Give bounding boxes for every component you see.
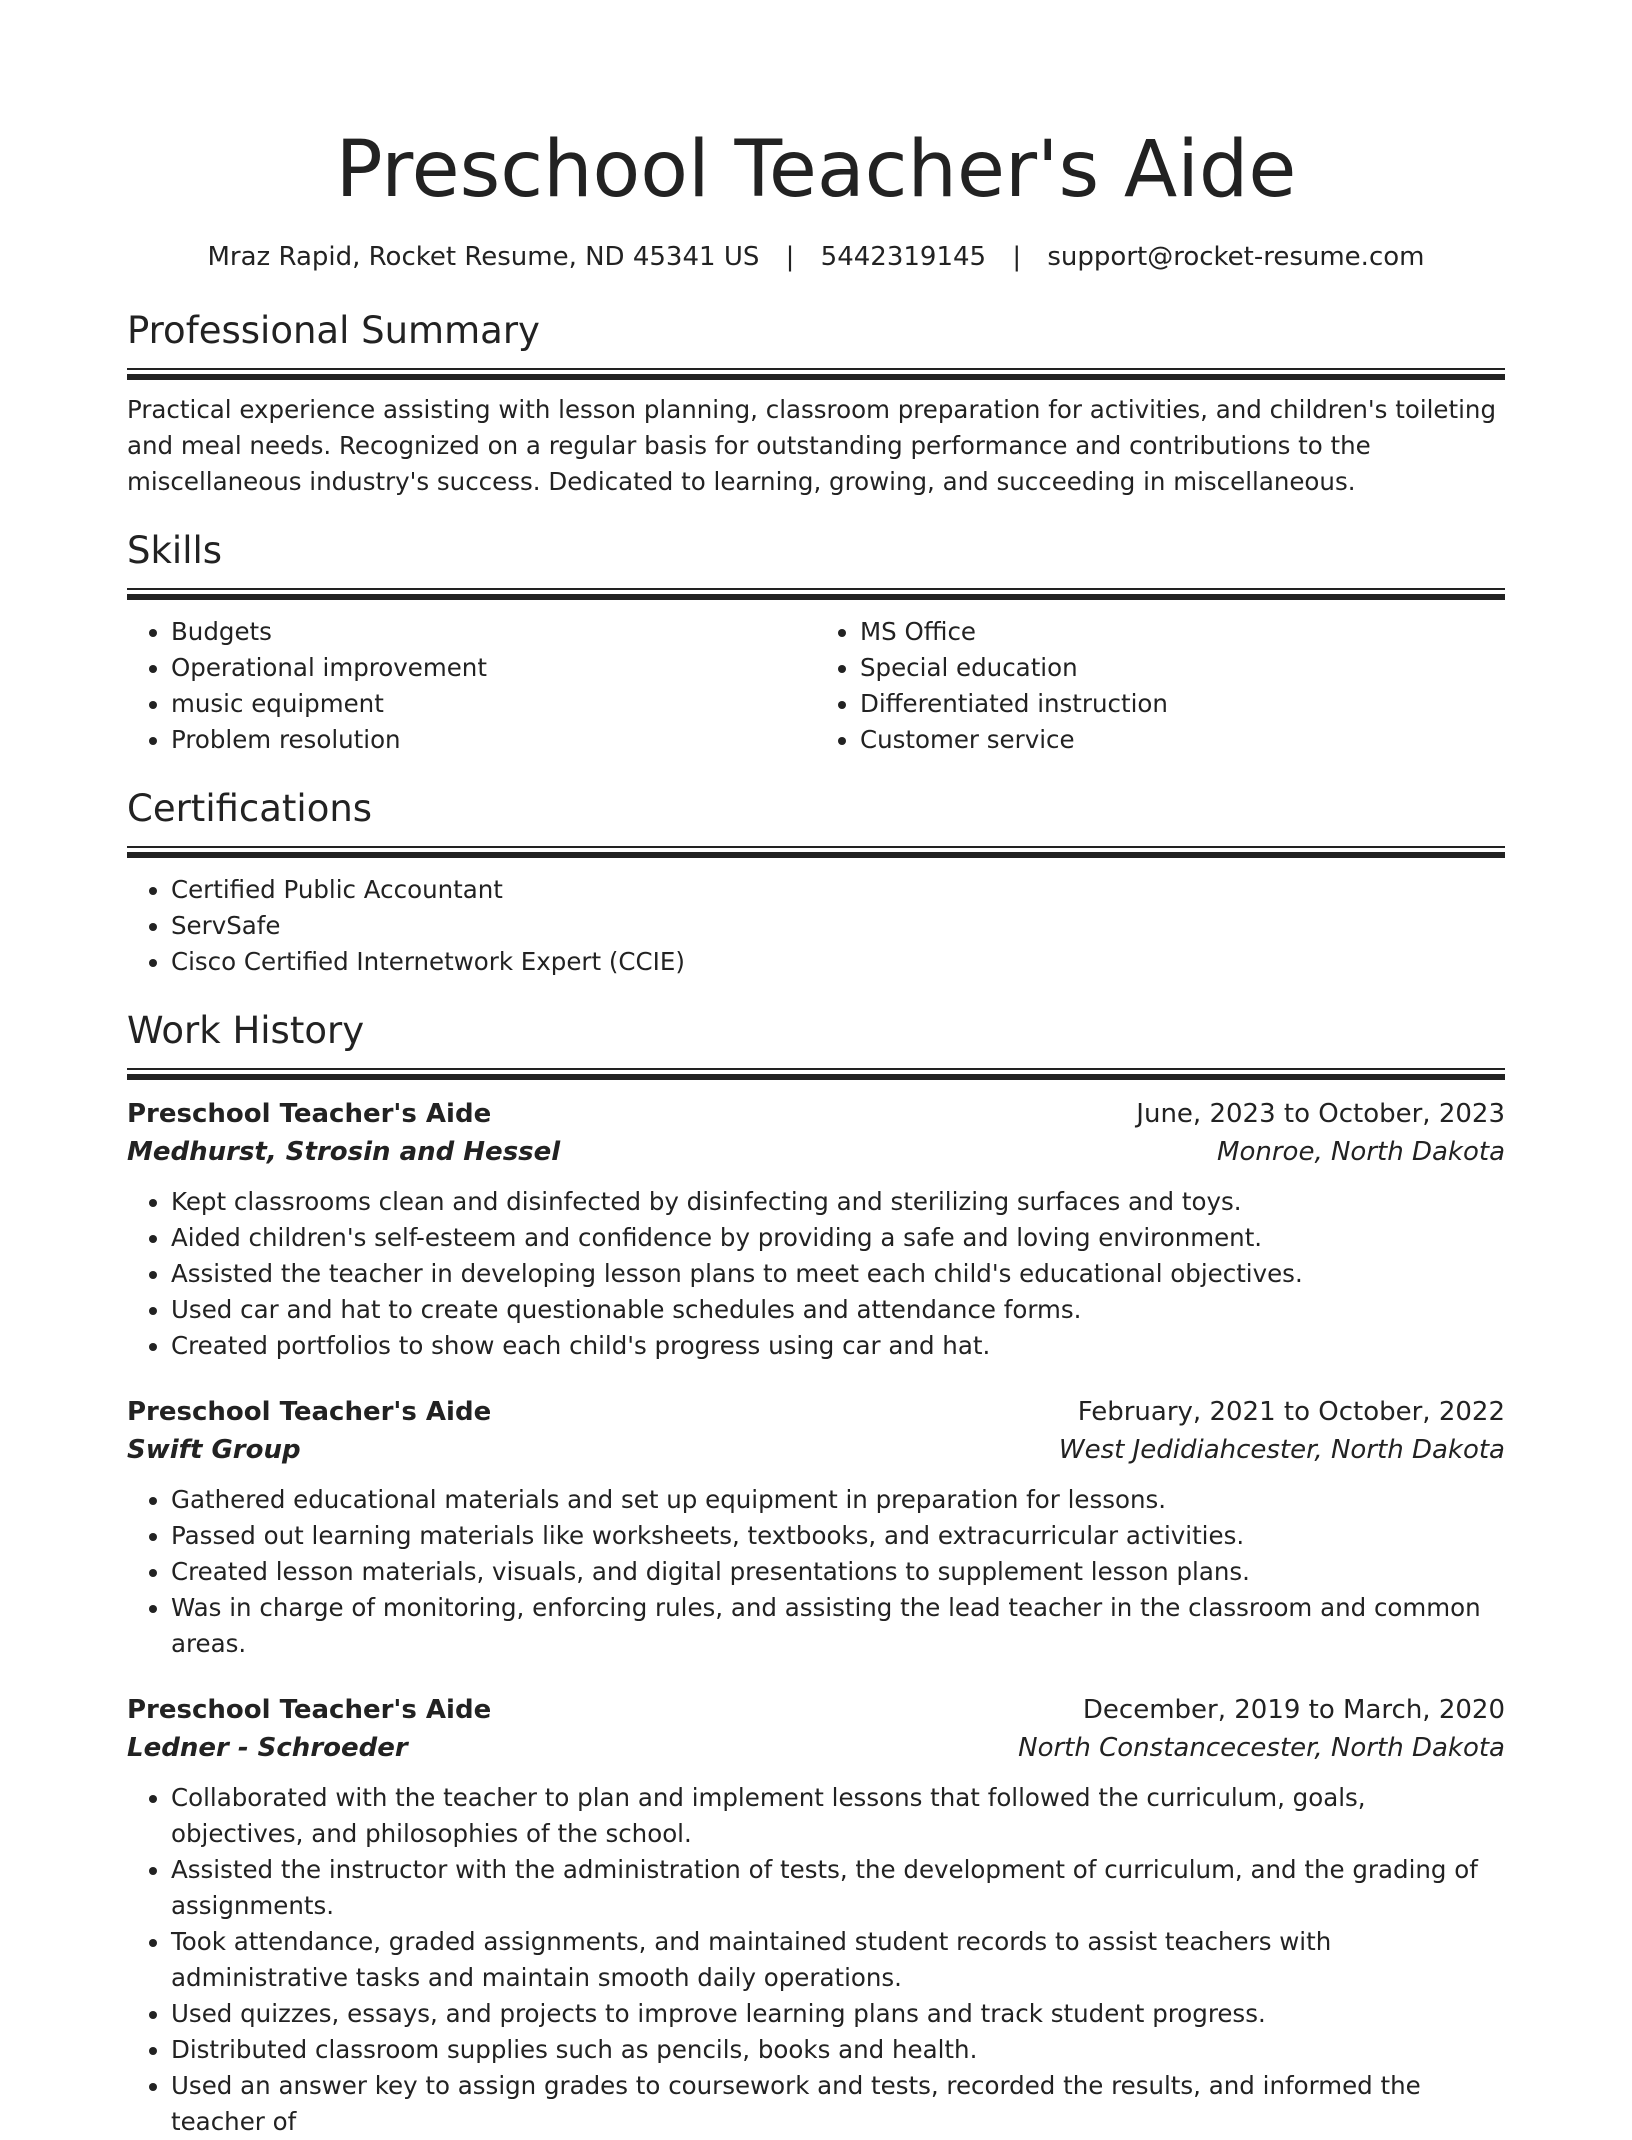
skill-item: • Differentiated instruction <box>860 686 1505 722</box>
job-bullet: • Collaborated with the teacher to plan and implement lessons that followed the curriculum, goals, objectives, and philosophies of the school. <box>171 1780 1505 1852</box>
section-divider <box>127 368 1505 380</box>
resume-name: Preschool Teacher's Aide <box>335 125 1297 215</box>
certifications-list <box>127 872 1505 980</box>
section-divider <box>127 588 1505 600</box>
contact-line <box>127 240 1505 274</box>
job-bullet: • Created lesson materials, visuals, and digital presentations to supplement lesson plans. <box>171 1554 1505 1590</box>
skills-list-right <box>816 614 1505 758</box>
certification-item: • Certified Public Accountant <box>171 872 1505 908</box>
contact-separator: | <box>785 242 795 272</box>
job-bullets <box>127 1780 1505 2140</box>
job-bullet: • Was in charge of monitoring, enforcing rules, and assisting the lead teacher in the classroom and common areas. <box>171 1590 1505 1662</box>
summary-text: Practical experience assisting with lesson planning, classroom preparation for activities, and children's toileting and meal needs. Recognized on a regular basis for outstanding performance and contributions to the miscellaneous industry's success. Dedicated to learning, growing, and succeeding in miscellaneous. <box>127 395 1496 496</box>
contact-phone: 5442319145 <box>820 242 987 272</box>
job-bullet: • Gathered educational materials and set up equipment in preparation for lessons. <box>171 1482 1505 1518</box>
skill-item: • Problem resolution <box>171 722 816 758</box>
job-entry <box>127 1394 1505 1662</box>
job-header <box>127 1394 1505 1430</box>
work-title: Work History <box>127 1009 365 1052</box>
job-company: Swift Group <box>127 1435 301 1465</box>
job-bullet: • Assisted the teacher in developing lesson plans to meet each child's educational objectives. <box>171 1256 1505 1292</box>
skills-list-left <box>127 614 816 758</box>
summary-title: Professional Summary <box>127 309 540 352</box>
certification-item: • ServSafe <box>171 908 1505 944</box>
skills-section <box>127 528 1505 758</box>
job-header <box>127 1692 1505 1728</box>
skill-item: • MS Office <box>860 614 1505 650</box>
job-title: Preschool Teacher's Aide <box>127 1099 492 1129</box>
certifications-title: Certifications <box>127 787 373 830</box>
job-header <box>127 1096 1505 1132</box>
job-bullets <box>127 1184 1505 1364</box>
contact-separator: | <box>1012 242 1022 272</box>
job-title: Preschool Teacher's Aide <box>127 1397 492 1427</box>
job-company: Medhurst, Strosin and Hessel <box>127 1137 561 1167</box>
job-dates: June, 2023 to October, 2023 <box>1136 1099 1505 1129</box>
certification-item: • Cisco Certified Internetwork Expert (CCIE) <box>171 944 1505 980</box>
job-location: North Constancecester, North Dakota <box>1018 1733 1505 1763</box>
contact-address: Mraz Rapid, Rocket Resume, ND 45341 US <box>207 242 760 272</box>
certifications-section <box>127 786 1505 980</box>
job-bullet: • Distributed classroom supplies such as pencils, books and health. <box>171 2032 1505 2068</box>
job-entry <box>127 1096 1505 1364</box>
job-bullet: • Aided children's self-esteem and confidence by providing a safe and loving environment. <box>171 1220 1505 1256</box>
summary-section <box>127 308 1505 500</box>
work-section <box>127 1008 1505 2140</box>
skills-title: Skills <box>127 529 223 572</box>
skills-columns <box>127 614 1505 758</box>
job-dates: February, 2021 to October, 2022 <box>1077 1397 1505 1427</box>
skill-item: • music equipment <box>171 686 816 722</box>
skill-item: • Special education <box>860 650 1505 686</box>
job-bullet: • Used car and hat to create questionable schedules and attendance forms. <box>171 1292 1505 1328</box>
job-subheader <box>127 1728 1505 1768</box>
job-bullets <box>127 1482 1505 1662</box>
job-subheader <box>127 1430 1505 1470</box>
job-bullet: • Created portfolios to show each child's progress using car and hat. <box>171 1328 1505 1364</box>
job-bullet: • Took attendance, graded assignments, and maintained student records to assist teachers with administrative tasks and maintain smooth daily operations. <box>171 1924 1505 1996</box>
contact-email: support@rocket-resume.com <box>1047 242 1425 272</box>
job-bullet: • Used quizzes, essays, and projects to improve learning plans and track student progress. <box>171 1996 1505 2032</box>
job-bullet: • Assisted the instructor with the administration of tests, the development of curriculum, and the grading of assignments. <box>171 1852 1505 1924</box>
job-bullet: • Used an answer key to assign grades to coursework and tests, recorded the results, and informed the teacher of <box>171 2068 1505 2140</box>
job-location: Monroe, North Dakota <box>1217 1137 1505 1167</box>
job-bullet: • Passed out learning materials like worksheets, textbooks, and extracurricular activities. <box>171 1518 1505 1554</box>
job-title: Preschool Teacher's Aide <box>127 1695 492 1725</box>
section-divider <box>127 1068 1505 1080</box>
skill-item: • Customer service <box>860 722 1505 758</box>
job-dates: December, 2019 to March, 2020 <box>1082 1695 1505 1725</box>
job-bullet: • Kept classrooms clean and disinfected by disinfecting and sterilizing surfaces and toys. <box>171 1184 1505 1220</box>
skill-item: • Budgets <box>171 614 816 650</box>
job-company: Ledner - Schroeder <box>127 1733 408 1763</box>
skill-item: • Operational improvement <box>171 650 816 686</box>
job-subheader <box>127 1132 1505 1172</box>
section-divider <box>127 846 1505 858</box>
job-entry <box>127 1692 1505 2140</box>
job-location: West Jedidiahcester, North Dakota <box>1058 1435 1505 1465</box>
